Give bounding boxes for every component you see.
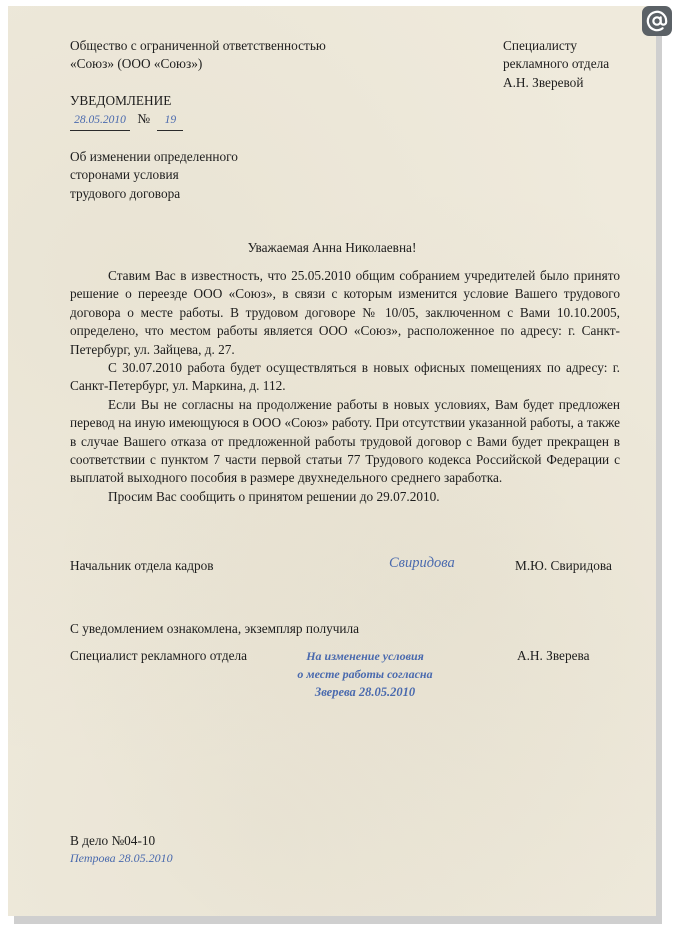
- org-name-line1: Общество с ограниченной ответственностью: [70, 38, 326, 53]
- paragraph-1: Ставим Вас в известность, что 25.05.2010 общим собранием учредителей было принято решение о переезде ООО «Союз», в связи с которым изменится условие Вашего трудового договора о месте работы. В трудовом договоре № 10/05, заключенном с Вами 10.10.2005, определено, что местом работы является ООО «Союз», расположенное по адресу: г. Санкт-Петербург, ул. Зайцева, д. 27.: [70, 268, 620, 357]
- signer-name: М.Ю. Свиридова: [515, 558, 612, 573]
- subject-line1: Об изменении определенного: [70, 149, 238, 164]
- at-sign-icon: [646, 10, 668, 32]
- signature-handwritten: Свиридова: [389, 555, 455, 571]
- acknowledgement-handwritten-line2: о месте работы согласна: [297, 667, 433, 681]
- acknowledgement-name: А.Н. Зверева: [517, 648, 590, 663]
- notice-date-field: [70, 110, 130, 131]
- acknowledgement-handwritten-line1: На изменение условия: [306, 649, 424, 663]
- subject-line2: сторонами условия: [70, 167, 179, 182]
- number-label: №: [137, 111, 151, 126]
- salutation: Уважаемая Анна Николаевна!: [247, 240, 417, 255]
- recipient-line3: А.Н. Зверевой: [503, 75, 584, 90]
- paragraph-2: С 30.07.2010 работа будет осуществляться в новых офисных помещениях по адресу: г. Санкт-Петербург, ул. Маркина, д. 112.: [70, 360, 620, 394]
- paragraph-4: Просим Вас сообщить о принятом решении до 29.07.2010.: [108, 488, 440, 504]
- notice-number: 19: [164, 114, 177, 126]
- paragraph-3: Если Вы не согласны на продолжение работы в новых условиях, Вам будет предложен перевод на иную имеющуюся в ООО «Союз» работу. При отсутствии указанной работы, а также в случае Вашего отказа от предложенной работы трудовой договор с Вами будет прекращен в соответствии с пунктом 7 части первой статьи 77 Трудового кодекса Российской Федерации с выплатой выходного пособия в размере двухнедельного среднего заработка.: [70, 396, 620, 486]
- notice-date-number: [70, 110, 183, 131]
- org-name-line2: «Союз» (ООО «Союз»): [70, 56, 203, 71]
- acknowledgement-handwritten-line3: Зверева 28.05.2010: [314, 685, 416, 699]
- document-page: [8, 6, 656, 916]
- letter-body: [70, 267, 620, 506]
- recipient-line2: рекламного отдела: [503, 56, 610, 71]
- signer-position: Начальник отдела кадров: [70, 558, 214, 573]
- filing-handwritten: Петрова 28.05.2010: [70, 851, 173, 865]
- recipient-line1: Специалисту: [503, 38, 578, 53]
- notice-date: 28.05.2010: [74, 114, 126, 126]
- filing-text: В дело №04-10: [70, 833, 156, 848]
- acknowledgement-text: С уведомлением ознакомлена, экземпляр получила: [70, 621, 360, 636]
- subject-line3: трудового договора: [70, 186, 181, 201]
- notice-title: УВЕДОМЛЕНИЕ: [70, 93, 172, 108]
- notice-number-field: [157, 110, 183, 131]
- acknowledgement-position: Специалист рекламного отдела: [70, 648, 248, 663]
- at-sign-badge[interactable]: [642, 6, 672, 36]
